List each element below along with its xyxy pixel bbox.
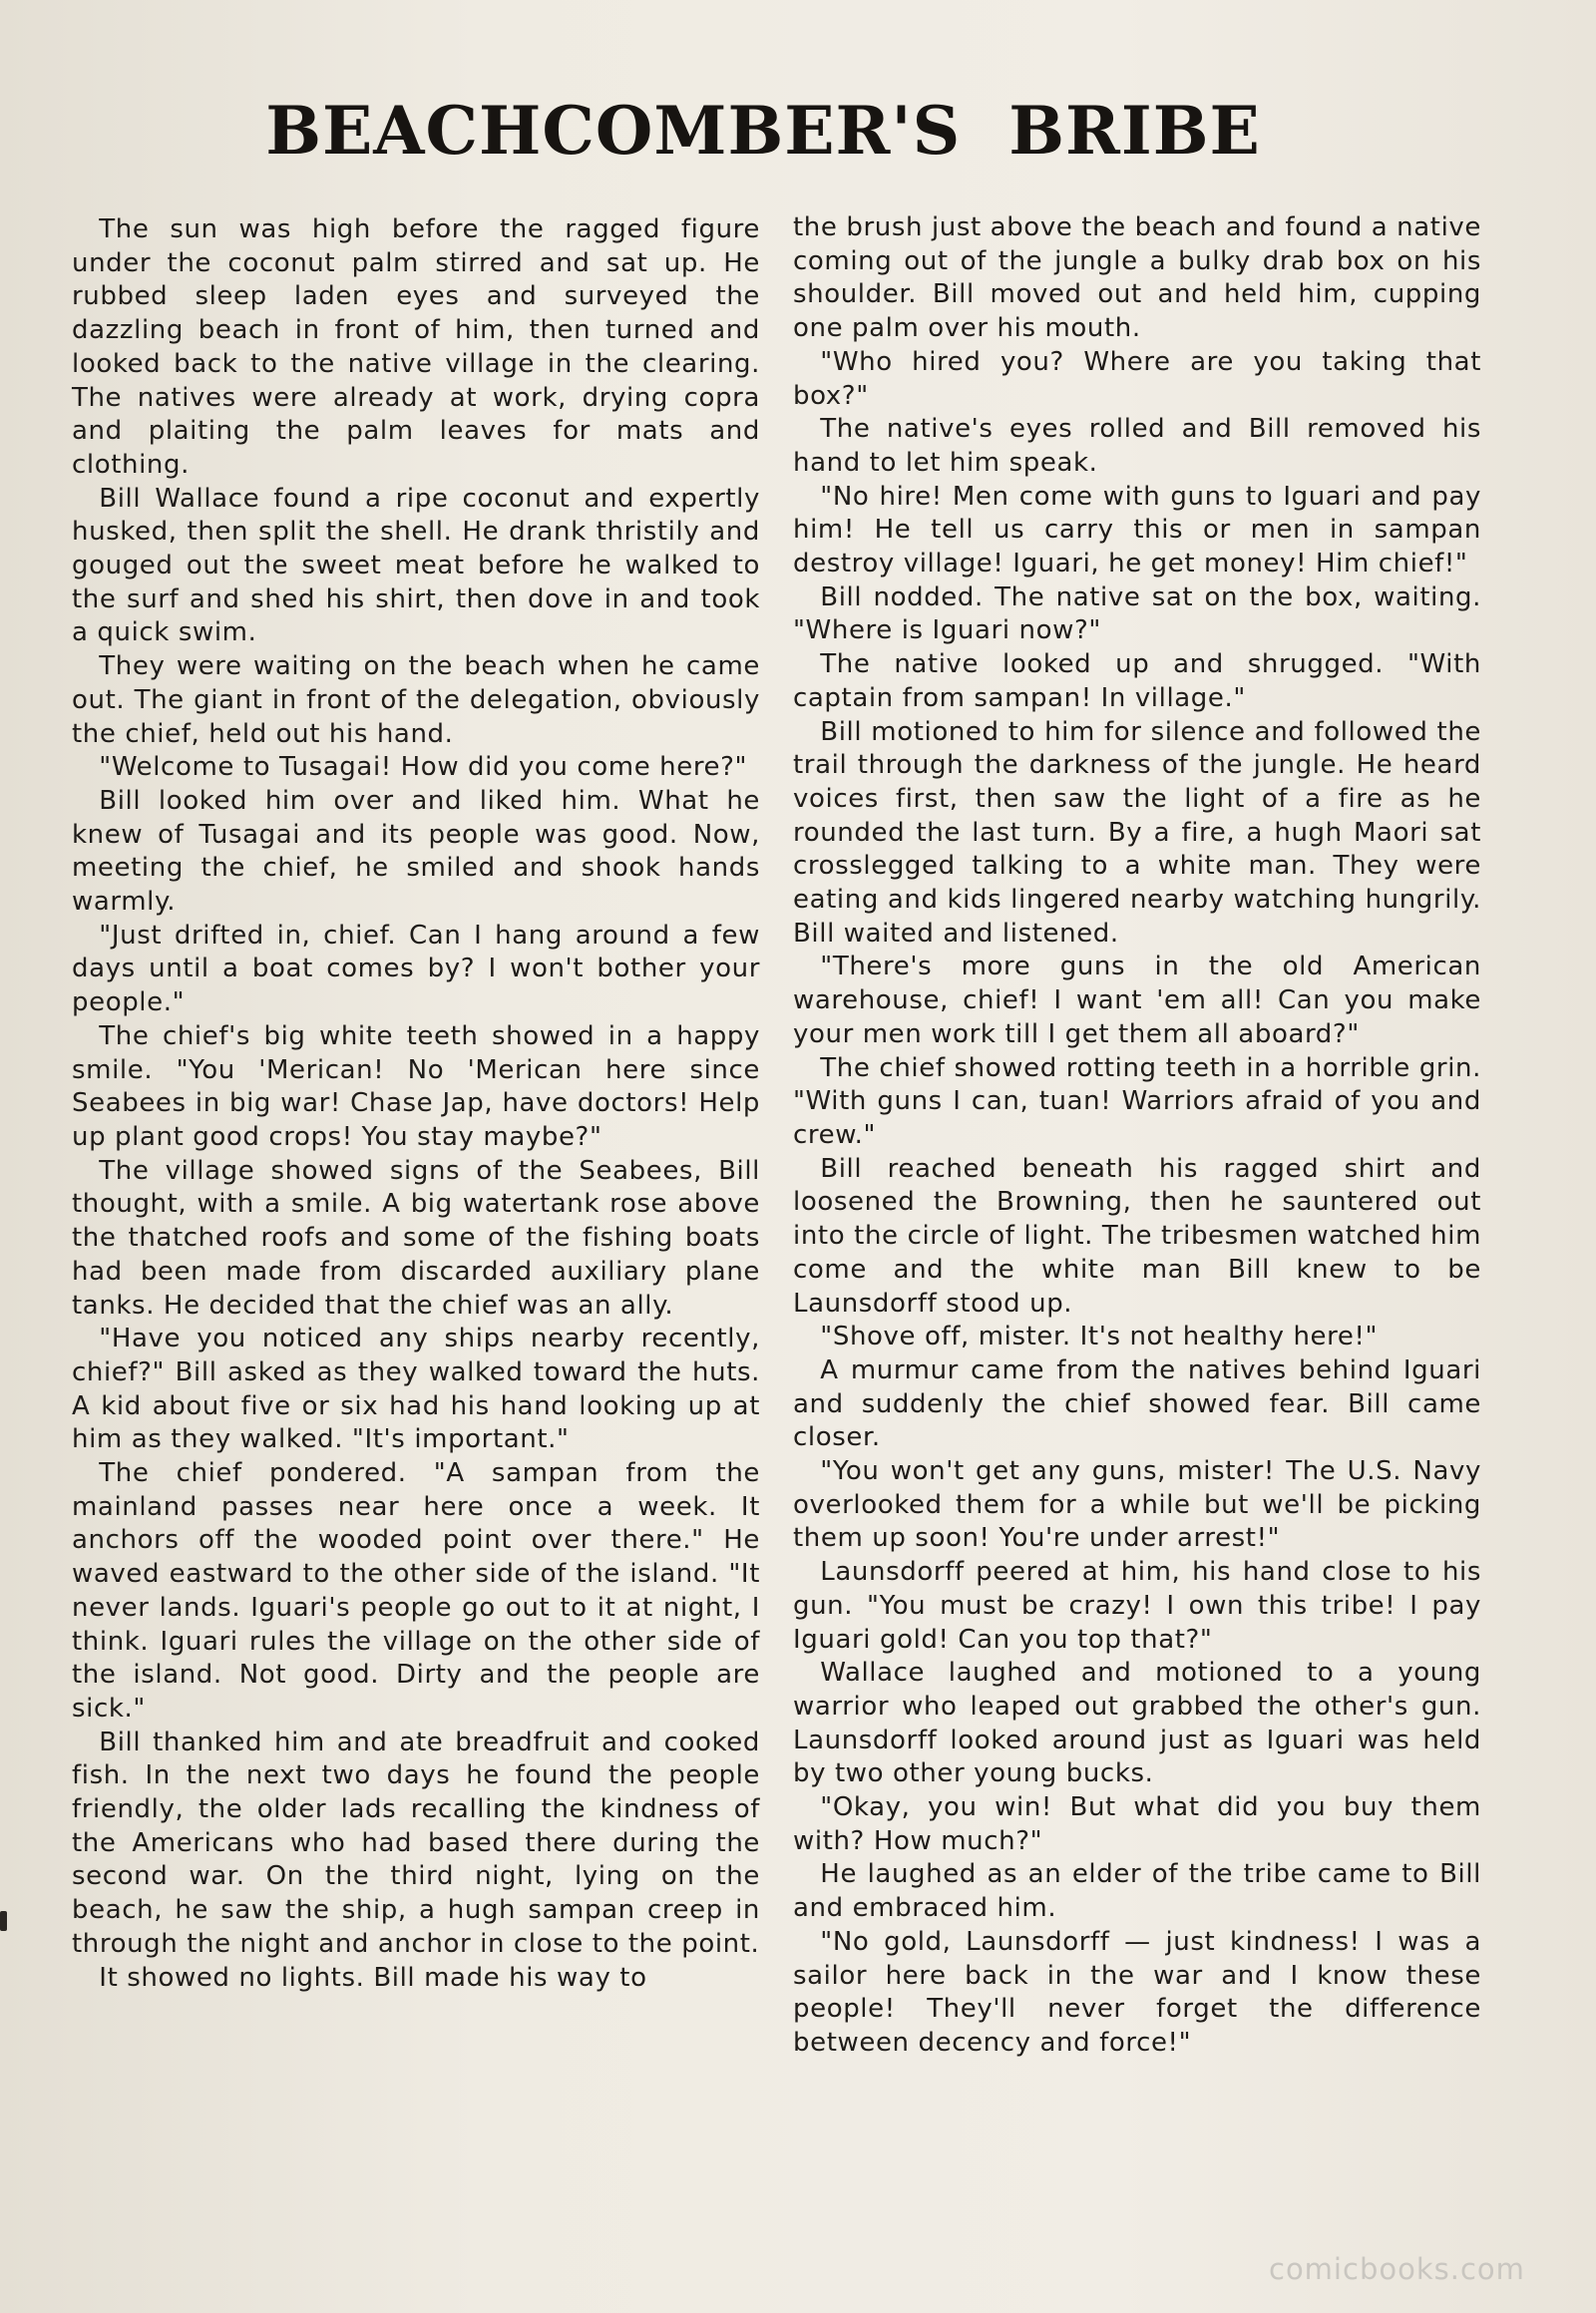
paragraph: The chief showed rotting teeth in a horrible grin. "With guns I can, tuan! Warriors afraid of you and crew."	[793, 1052, 1481, 1150]
paragraph: "Welcome to Tusagai! How did you come here?"	[99, 752, 748, 783]
paragraph: The chief's big white teeth showed in a happy smile. "You 'Merican! No 'Merican here since Seabees in big war! Chase Jap, have doctors! Help up plant good crops! You stay maybe?"	[72, 1020, 760, 1152]
paragraph: Wallace laughed and motioned to a young warrior who leaped out grabbed the other's gun. Launsdorff looked around just as Iguari was held by two other young bucks.	[793, 1658, 1481, 1789]
paragraph: "You won't get any guns, mister! The U.S. Navy overlooked them for a while but we'll be picking them up soon! You're under arrest!"	[793, 1456, 1481, 1554]
paragraph: Bill nodded. The native sat on the box, waiting. "Where is Iguari now?"	[793, 581, 1481, 646]
story-title: BEACHCOMBER'S BRIBE	[265, 92, 1261, 170]
paragraph: The sun was high before the ragged figure under the coconut palm stirred and sat up. He rubbed sleep laden eyes and surveyed the dazzling beach in front of him, then turned and looked back to the native village in the clearing. The natives were already at work, drying copra and plaiting the palm leaves for mats and clothing.	[72, 214, 760, 480]
right-text-column	[793, 211, 1481, 2156]
paragraph: Bill reached beneath his ragged shirt and loosened the Browning, then he sauntered out into the circle of light. The tribesmen watched him come and the white man Bill knew to be Launsdorff stood up.	[793, 1153, 1481, 1319]
page-edge-mark	[0, 1911, 7, 1931]
paragraph: "Okay, you win! But what did you buy them with? How much?"	[793, 1792, 1481, 1856]
paragraph: A murmur came from the natives behind Iguari and suddenly the chief showed fear. Bill came closer.	[793, 1354, 1481, 1453]
paragraph: It showed no lights. Bill made his way to	[99, 1962, 647, 1993]
paragraph: The village showed signs of the Seabees, Bill thought, with a smile. A big watertank rose above the thatched roofs and some of the fishing boats had been made from discarded auxiliary plane tanks. He decided that the chief was an ally.	[72, 1155, 760, 1321]
paragraph: Bill motioned to him for silence and followed the trail through the darkness of the jungle. He heard voices first, then saw the light of a fire as he rounded the last turn. By a fire, a hugh Maori sat crosslegged talking to a white man. They were eating and kids lingered nearby watching hungrily. Bill waited and listened.	[793, 716, 1481, 949]
paragraph: Bill thanked him and ate breadfruit and cooked fish. In the next two days he found the people friendly, the older lads recalling the kindness of the Americans who had based there during the second war. On the third night, lying on the beach, he saw the ship, a hugh sampan creep in through the night and anchor in close to the point.	[72, 1727, 760, 1959]
paragraph: "Just drifted in, chief. Can I hang around a few days until a boat comes by? I won't bother your people."	[72, 920, 760, 1018]
paragraph: They were waiting on the beach when he came out. The giant in front of the delegation, obviously the chief, held out his hand.	[72, 651, 760, 749]
paragraph: "Who hired you? Where are you taking that box?"	[793, 346, 1481, 411]
paragraph: The chief pondered. "A sampan from the mainland passes near here once a week. It anchors off the wooded point over there." He waved eastward to the other side of the island. "It never lands. Iguari's people go out to it at night, I think. Iguari rules the village on the other side of the island. Not good. Dirty and the people are sick."	[72, 1458, 760, 1724]
paragraph: The native's eyes rolled and Bill removed his hand to let him speak.	[793, 414, 1481, 478]
paragraph: "Shove off, mister. It's not healthy here!"	[820, 1322, 1379, 1352]
paragraph: "No hire! Men come with guns to Iguari and pay him! He tell us carry this or men in sampan destroy village! Iguari, he get money! Him chief!"	[793, 481, 1481, 579]
paragraph: The native looked up and shrugged. "With captain from sampan! In village."	[793, 649, 1481, 713]
paragraph: "No gold, Launsdorff — just kindness! I was a sailor here back in the war and I know these people! They'll never forget the difference between decency and force!"	[793, 1926, 1481, 2058]
paragraph: the brush just above the beach and found a native coming out of the jungle a bulky drab box on his shoulder. Bill moved out and held him, cupping one palm over his mouth.	[793, 212, 1481, 344]
paragraph: "There's more guns in the old American warehouse, chief! I want 'em all! Can you make your men work till I get them all aboard?"	[793, 952, 1481, 1049]
paragraph: Bill Wallace found a ripe coconut and expertly husked, then split the shell. He drank thristily and gouged out the sweet meat before he walked to the surf and shed his shirt, then dove in and took a quick swim.	[72, 483, 760, 648]
paragraph: "Have you noticed any ships nearby recently, chief?" Bill asked as they walked toward the huts. A kid about five or six had his hand looking up at him as they walked. "It's important."	[72, 1324, 760, 1455]
paragraph: Bill looked him over and liked him. What he knew of Tusagai and its people was good. Now, meeting the chief, he smiled and shook hands warmly.	[72, 785, 760, 918]
paragraph: He laughed as an elder of the tribe came to Bill and embraced him.	[793, 1859, 1481, 1924]
watermark: comicbooks.com	[1269, 2252, 1525, 2286]
left-text-column	[72, 213, 760, 2158]
paragraph: Launsdorff peered at him, his hand close to his gun. "You must be crazy! I own this tribe! I pay Iguari gold! Can you top that?"	[793, 1557, 1481, 1655]
